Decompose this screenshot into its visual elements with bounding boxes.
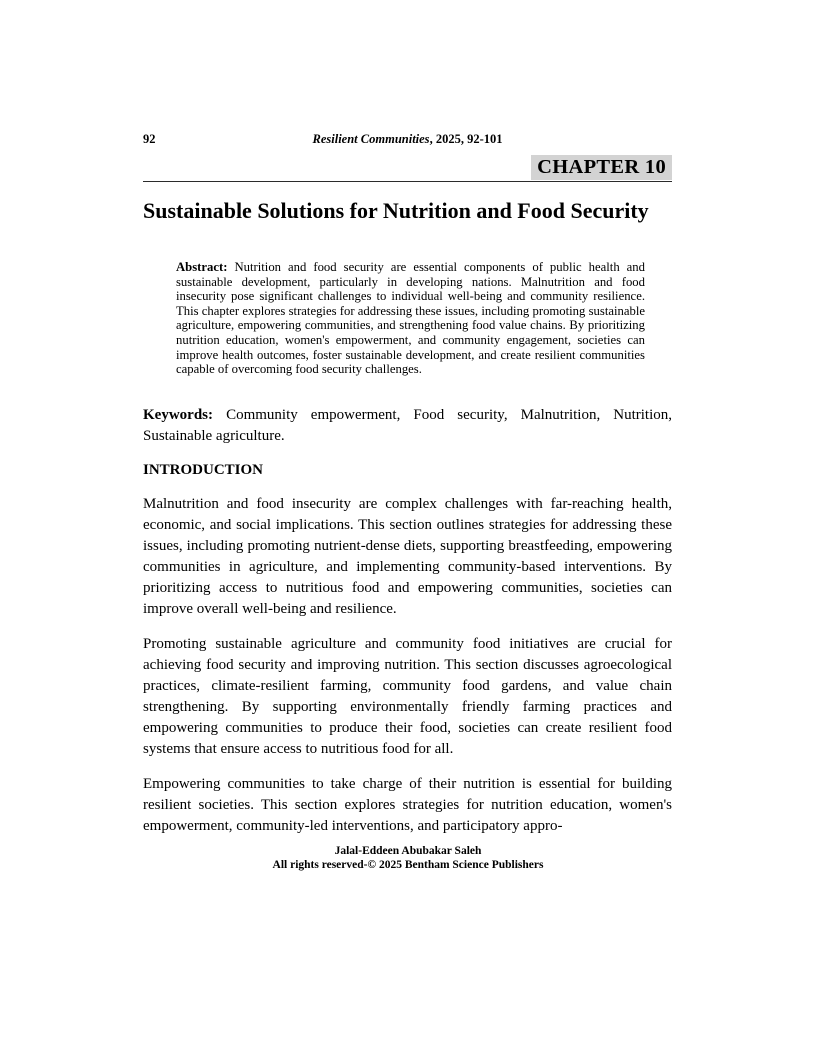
- chapter-title: Sustainable Solutions for Nutrition and Food Security: [143, 198, 649, 223]
- paragraph-3: Empowering communities to take charge of their nutrition is essential for building resilient societies. This section explores strategies for nutrition education, women's empowerment, community-led interventions, and participatory appro-: [143, 775, 672, 834]
- keywords: [143, 405, 672, 447]
- running-header: [143, 132, 672, 147]
- journal-meta: , 2025, 92-101: [429, 132, 503, 146]
- page-footer: [0, 844, 816, 872]
- abstract-label: Abstract:: [176, 260, 228, 274]
- running-title: [143, 132, 672, 147]
- chapter-label: CHAPTER 10: [531, 155, 672, 180]
- journal-title: Resilient Communities: [312, 132, 430, 146]
- abstract: [176, 260, 645, 377]
- keywords-label: Keywords:: [143, 406, 213, 423]
- paragraph-2: Promoting sustainable agriculture and community food initiatives are crucial for achieving food security and improving nutrition. This section discusses agroecological practices, climate-resilient farming, community food gardens, and value chain strengthening. By supporting environmentally friendly farming practices and empowering communities to produce their food, societies can create resilient food systems that ensure access to nutritious food for all.: [143, 635, 672, 757]
- section-heading-introduction: INTRODUCTION: [143, 461, 264, 478]
- page-number: 92: [143, 132, 156, 146]
- abstract-text: Nutrition and food security are essential components of public health and sustainable development, particularly in developing nations. Malnutrition and food insecurity pose significant challenges to individual well-being and community resilience. This chapter explores strategies for addressing these issues, including promoting sustainable agriculture, empowering communities, and strengthening food value chains. By prioritizing nutrition education, women's empowerment, and community engagement, societies can improve health outcomes, foster sustainable development, and create resilient communities capable of overcoming food security challenges.: [176, 260, 645, 377]
- paragraph-1: Malnutrition and food insecurity are complex challenges with far-reaching health, economic, and social implications. This section outlines strategies for addressing these issues, including promoting nutrient-dense diets, supporting breastfeeding, empowering communities in agriculture, and implementing community-based interventions. By prioritizing access to nutritious food and empowering communities, societies can improve overall well-being and resilience.: [143, 495, 672, 617]
- chapter-banner: [143, 155, 672, 182]
- footer-rights: All rights reserved-© 2025 Bentham Science Publishers: [272, 859, 544, 871]
- keywords-text: Community empowerment, Food security, Malnutrition, Nutrition, Sustainable agriculture.: [143, 406, 673, 444]
- footer-author: Jalal-Eddeen Abubakar Saleh: [334, 845, 482, 857]
- page-content: [143, 132, 672, 837]
